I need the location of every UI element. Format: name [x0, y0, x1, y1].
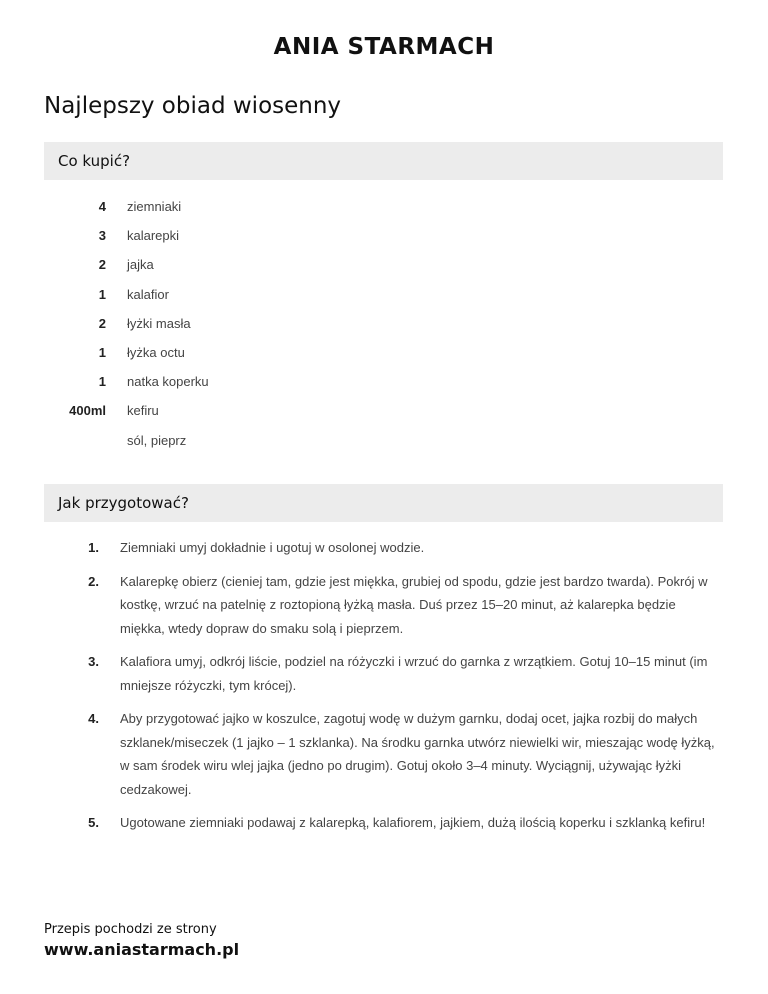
step-item: [44, 811, 723, 835]
step-list: [44, 536, 723, 845]
ingredient-name: natka koperku: [127, 374, 209, 390]
step-number: 3.: [88, 654, 99, 669]
brand-logo-text: ANIA STARMACH: [273, 34, 495, 60]
ingredient-quantity: 1: [98, 374, 106, 390]
ingredient-item: [44, 396, 723, 425]
ingredient-name: ziemniaki: [127, 199, 182, 215]
ingredient-item: [44, 250, 723, 279]
ingredient-quantity: 1: [98, 345, 106, 361]
ingredient-name: kalafior: [127, 286, 169, 302]
step-number: 4.: [88, 711, 99, 726]
ingredient-list: [44, 192, 723, 455]
step-number: 1.: [88, 540, 99, 555]
recipe-title: Najlepszy obiad wiosenny: [44, 93, 342, 119]
step-text: Kalafiora umyj, odkrój liście, podziel na różyczki i wrzuć do garnka z wrzątkiem. Gotuj 10–15 minut (im mniejsze różyczki, tym krócej).: [120, 654, 708, 693]
step-item: [44, 570, 723, 641]
ingredient-quantity: 2: [98, 315, 106, 331]
ingredient-item: [44, 280, 723, 309]
step-item: [44, 650, 723, 697]
ingredient-name: sól, pieprz: [127, 432, 187, 448]
ingredient-quantity: 4: [98, 199, 106, 215]
step-text: Aby przygotować jajko w koszulce, zagotuj wodę w dużym garnku, dodaj ocet, jajka rozbij do małych szklanek/miseczek (1 jajko – 1 szklanka). Na środku garnka utwórz niewielki wir, mieszając wodę łyżką, w sam środek wiru wlej jajka (jedno po drugim). Gotuj około 3–4 minuty. Wyciągnij, używając łyżki cedzakowej.: [120, 711, 715, 797]
ingredient-quantity: 400ml: [69, 403, 106, 419]
ingredient-quantity: 2: [98, 257, 106, 273]
step-text: Ugotowane ziemniaki podawaj z kalarepką, kalafiorem, jajkiem, dużą ilością koperku i szklanką kefiru!: [120, 815, 706, 830]
shopping-heading: Co kupić?: [44, 142, 723, 180]
step-item: [44, 536, 723, 560]
footer-source-label: Przepis pochodzi ze strony: [44, 922, 217, 937]
ingredient-item: [44, 221, 723, 250]
step-number: 5.: [88, 815, 99, 830]
ingredient-item: [44, 192, 723, 221]
ingredient-item: [44, 426, 723, 455]
ingredient-quantity: 3: [98, 228, 106, 244]
ingredient-quantity: 1: [98, 286, 106, 302]
ingredient-name: łyżka octu: [127, 345, 185, 361]
preparation-heading: Jak przygotować?: [44, 484, 723, 522]
footer-website-link[interactable]: www.aniastarmach.pl: [44, 940, 240, 959]
ingredient-item: [44, 309, 723, 338]
step-number: 2.: [88, 573, 99, 589]
step-text: Kalarepkę obierz (cieniej tam, gdzie jest miękka, grubiej od spodu, gdzie jest bardzo twarda). Pokrój w kostkę, wrzuć na patelnię z roztopioną łyżką masła. Duś przez 15–20 minut, aż kalarepka będzie miękka, wtedy dopraw do smaku solą i pieprzem.: [120, 573, 708, 636]
ingredient-name: łyżki masła: [127, 315, 191, 331]
step-item: [44, 707, 723, 801]
ingredient-name: kalarepki: [127, 228, 180, 244]
step-text: Ziemniaki umyj dokładnie i ugotuj w osolonej wodzie.: [120, 540, 425, 555]
ingredient-name: kefiru: [127, 403, 159, 419]
ingredient-item: [44, 367, 723, 396]
ingredient-name: jajka: [127, 257, 154, 273]
ingredient-item: [44, 338, 723, 367]
